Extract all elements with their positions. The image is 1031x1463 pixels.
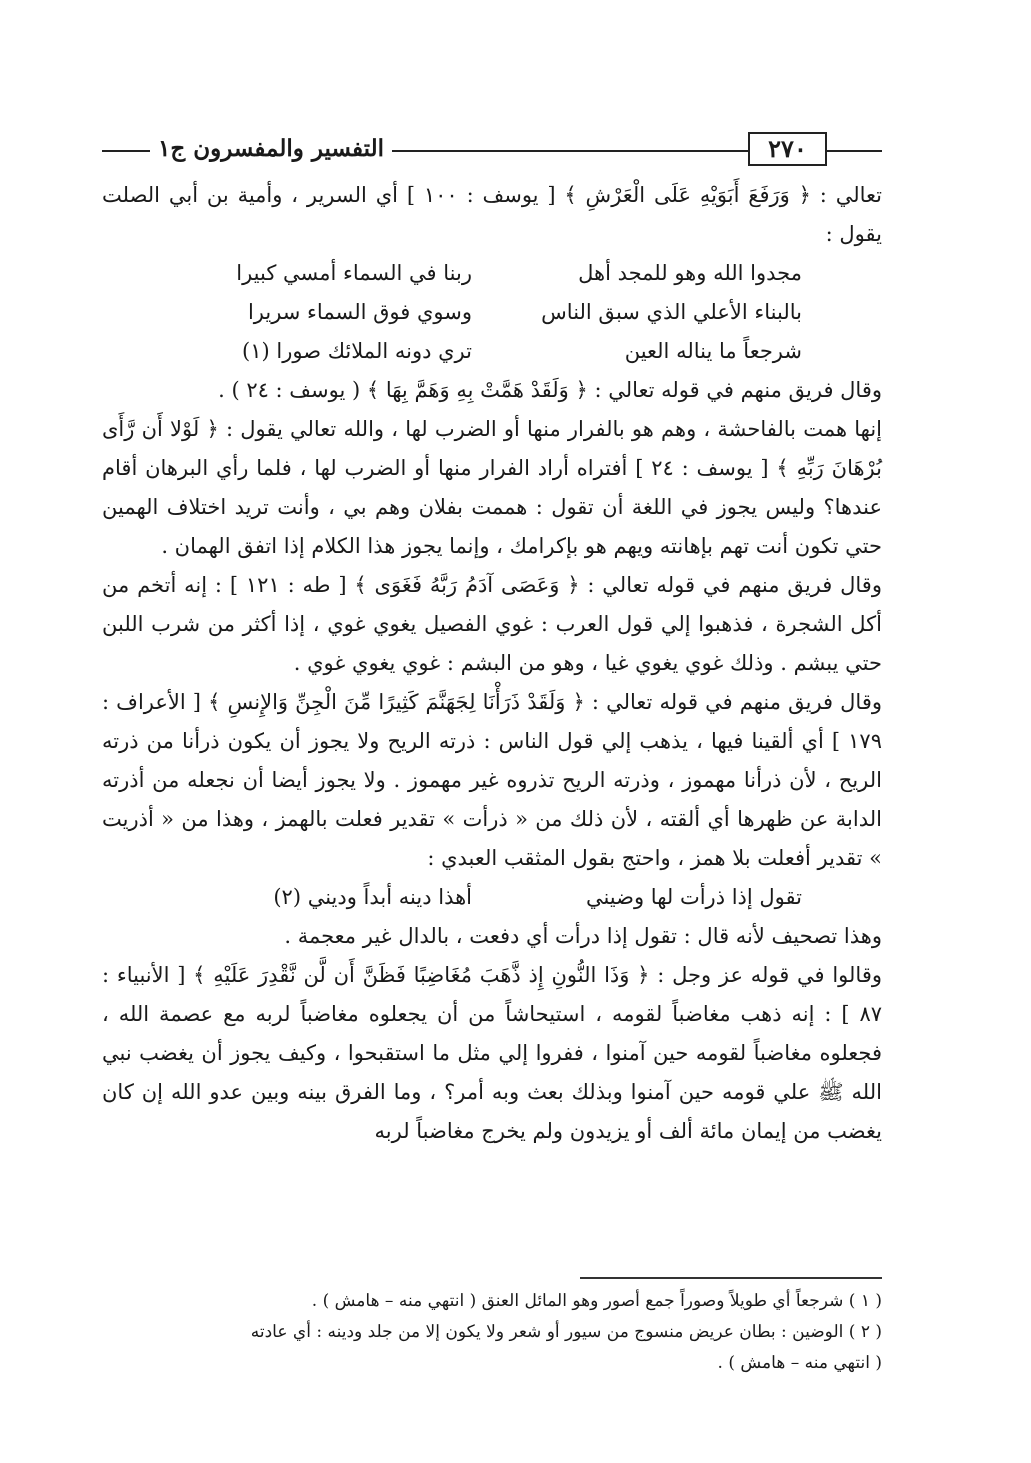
page-header [102,132,882,172]
footnote-1: ( ١ ) شرجعاً أي طويلاً وصوراً جمع أصور وهو المائل العنق ( انتهي منه – هامش ) . [311,1291,882,1311]
verse-2-first-half: بالبناء الأعلي الذي سبق الناس [541,300,802,324]
paragraph-4: وقال فريق منهم في قوله تعالي : ﴿ وَعَصَى آدَمُ رَبَّهُ فَغَوَى ﴾ [ طه : ١٢١ ] : إنه أتخم من أكل الشجرة ، فذهبوا إلي قول العرب : غوي الفصيل يغوي غوي ، إذا أكثر من شرب اللبن حتي يبشم . وذلك غوي يغوي غيا ، وهو من البشم : غوي يغوي غوي . [102,573,882,675]
verse-3-first-half: شرجعاً ما يناله العين [624,339,802,363]
footnote-2: ( ٢ ) الوضين : بطان عريض منسوج من سيور أو شعر ولا يكون إلا من جلد ودينه : أي عادته [250,1322,882,1342]
verse-4 [102,878,882,917]
verse-3 [102,332,882,371]
paragraph-5: وقال فريق منهم في قوله تعالي : ﴿ وَلَقَدْ ذَرَأْنَا لِجَهَنَّمَ كَثِيرًا مِّنَ الْجِنِّ وَالإِنسِ ﴾ [ الأعراف : ١٧٩ ] أي ألقينا فيها ، يذهب إلي قول الناس : ذرته الريح ولا يجوز أن يكون ذرأنا من ذرته الريح ، لأن ذرأنا مهموز ، وذرته الريح تذروه غير مهموز . ولا يجوز أيضا أن نجعله من أذرته الدابة عن ظهرها أي ألقته ، لأن ذلك من « ذرأت » تقدير فعلت بالهمز ، وهذا من « أذريت » تقدير أفعلت بلا همز ، واحتج بقول المثقب العبدي : [102,690,882,870]
paragraph-2: وقال فريق منهم في قوله تعالي : ﴿ وَلَقَدْ هَمَّتْ بِهِ وَهَمَّ بِهَا ﴾ ( يوسف : ٢٤ ) . [218,378,882,402]
paragraph-7: وقالوا في قوله عز وجل : ﴿ وَذَا النُّونِ إِذ ذَّهَبَ مُغَاضِبًا فَظَنَّ أَن لَّن نَّقْدِرَ عَلَيْهِ ﴾ [ الأنبياء : ٨٧ ] : إنه ذهب مغاضباً لقومه ، استيحاشاً من أن يجعلوه مغاضباً لربه مع عصمة الله ، فجعلوه مغاضباً لقومه حين آمنوا ، ففروا إلي مثل ما استقبحوا ، وكيف يجوز أن يغضب نبي الله ﷺ علي قومه حين آمنوا وبذلك بعث وبه أمر؟ ، وما الفرق بينه وبين عدو الله إن كان يغضب من إيمان مائة ألف أو يزيدون ولم يخرج مغاضباً لربه [102,963,882,1143]
verse-4-second-half: أهذا دينه أبداً وديني (٢) [273,885,472,909]
footnotes [102,1286,882,1379]
paragraph-1: تعالي : ﴿ وَرَفَعَ أَبَوَيْهِ عَلَى الْعَرْشِ ﴾ [ يوسف : ١٠٠ ] أي السرير ، وأمية بن أبي الصلت يقول : [102,183,883,246]
page-number: ٢٧٠ [748,132,827,166]
verse-1-first-half: مجدوا الله وهو للمجد أهل [578,261,802,285]
verse-1 [102,254,882,293]
footnote-rule [580,1277,882,1279]
poem-1 [102,254,882,371]
paragraph-6: وهذا تصحيف لأنه قال : تقول إذا درأت أي دفعت ، بالدال غير معجمة . [284,924,882,948]
footnote-2-continuation: ( انتهي منه – هامش ) . [717,1353,882,1373]
verse-2 [102,293,882,332]
verse-3-second-half: تري دونه الملائك صورا (١) [242,339,472,363]
poem-2 [102,878,882,917]
verse-2-second-half: وسوي فوق السماء سريرا [247,300,472,324]
running-title: التفسير والمفسرون ج١ [150,134,392,164]
verse-1-second-half: ربنا في السماء أمسي كبيرا [236,261,472,285]
paragraph-3: إنها همت بالفاحشة ، وهم هو بالفرار منها أو الضرب لها ، والله تعالي يقول : ﴿ لَوْلا أَن رَّأَى بُرْهَانَ رَبِّهِ ﴾ [ يوسف : ٢٤ ] أفتراه أراد الفرار منها أو الضرب لها ، فلما رأي البرهان أقام عندها؟ وليس يجوز في اللغة أن تقول : هممت بفلان وهم بي ، وأنت تريد اختلاف الهمين حتي تكون أنت تهم بإهانته ويهم هو بإكرامك ، وإنما يجوز هذا الكلام إذا اتفق الهمان . [102,417,882,558]
main-text [102,176,882,1151]
verse-4-first-half: تقول إذا ذرأت لها وضيني [585,885,802,909]
